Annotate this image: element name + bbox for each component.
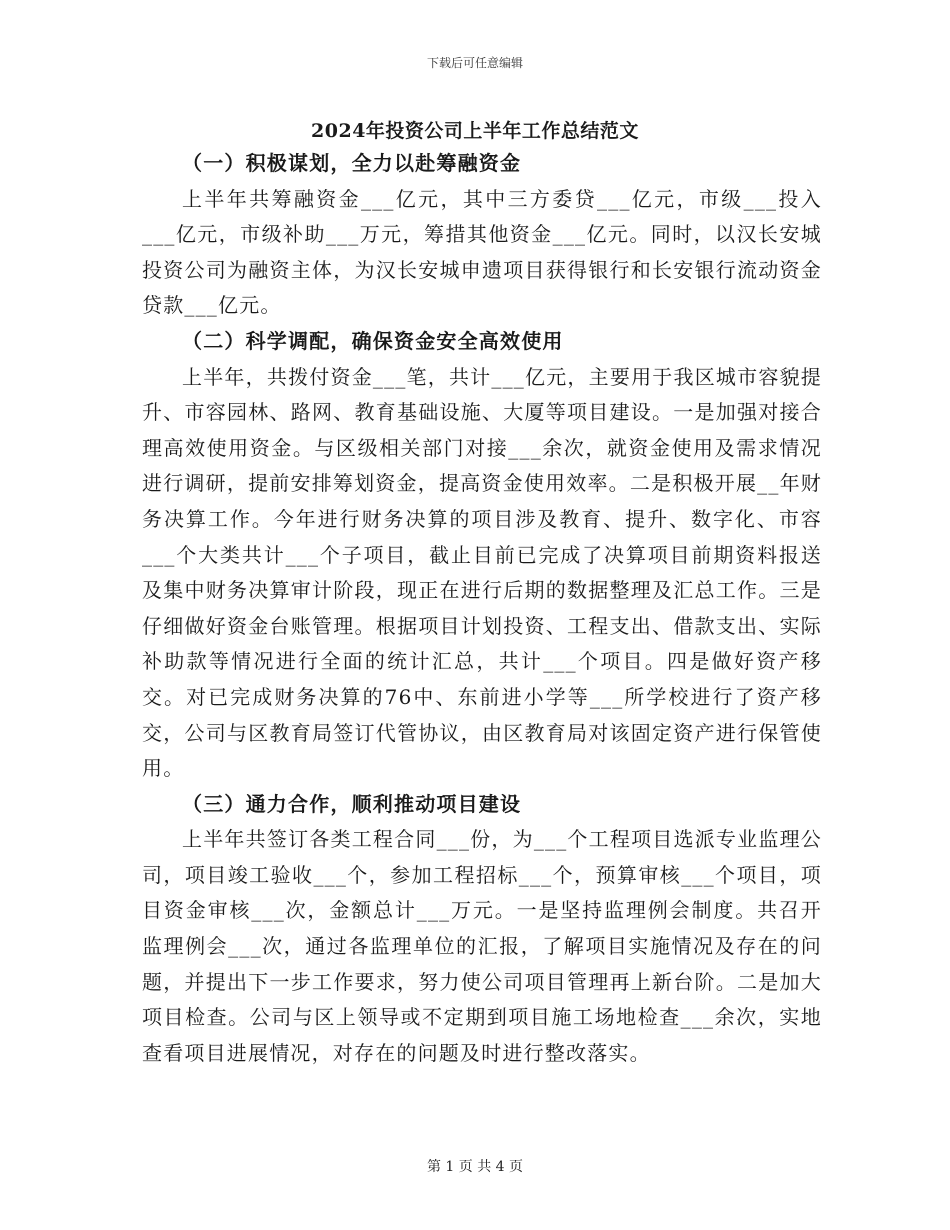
page-header-note: 下载后可任意编辑 [426, 56, 523, 70]
document-title: 2024年投资公司上半年工作总结范文 [311, 120, 639, 142]
section-heading-2: （二）科学调配，确保资金安全高效使用 [182, 328, 564, 353]
section-heading-1: （一）积极谋划，全力以赴筹融资金 [182, 151, 522, 175]
section-heading-3: （三）通力合作，顺利推动项目建设 [182, 791, 522, 816]
document-body [142, 146, 822, 1071]
section-paragraph-2: 上半年，共拨付资金___笔，共计___亿元，主要用于我区城市容貌提升、市容园林、路网、教育基础设施、大厦等项目建设。一是加强对接合理高效使用资金。与区级相关部门对接___余次，就资金使用及需求情况进行调研，提前安排筹划资金，提高资金使用效率。二是积极开展__年财务决算工作。今年进行财务决算的项目涉及教育、提升、数字化、市容___个大类共计___个子项目，截止目前已完成了决算项目前期资料报送及集中财务决算审计阶段，现正在进行后期的数据整理及汇总工作。三是仔细做好资金台账管理。根据项目计划投资、工程支出、借款支出、实际补助款等情况进行全面的统计汇总，共计___个项目。四是做好资产移交。对已完成财务决算的76中、东前进小学等___所学校进行了资产移交，公司与区教育局签订代管协议，由区教育局对该固定资产进行保管使用。 [142, 364, 822, 781]
page-number: 第 1 页 共 4 页 [426, 1159, 524, 1175]
section-paragraph-1: 上半年共筹融资金___亿元，其中三方委贷___亿元，市级___投入___亿元，市级补助___万元，筹措其他资金___亿元。同时，以汉长安城投资公司为融资主体，为汉长安城申遗项目获得银行和长安银行流动资金贷款___亿元。 [142, 186, 822, 318]
section-paragraph-3: 上半年共签订各类工程合同___份，为___个工程项目选派专业监理公司，项目竣工验收___个，参加工程招标___个，预算审核___个项目，项目资金审核___次，金额总计___万元。一是坚持监理例会制度。共召开监理例会___次，通过各监理单位的汇报，了解项目实施情况及存在的问题，并提出下一步工作要求，努力使公司项目管理再上新台阶。二是加大项目检查。公司与区上领导或不定期到项目施工场地检查___余次，实地查看项目进展情况，对存在的问题及时进行整改落实。 [142, 827, 822, 1065]
